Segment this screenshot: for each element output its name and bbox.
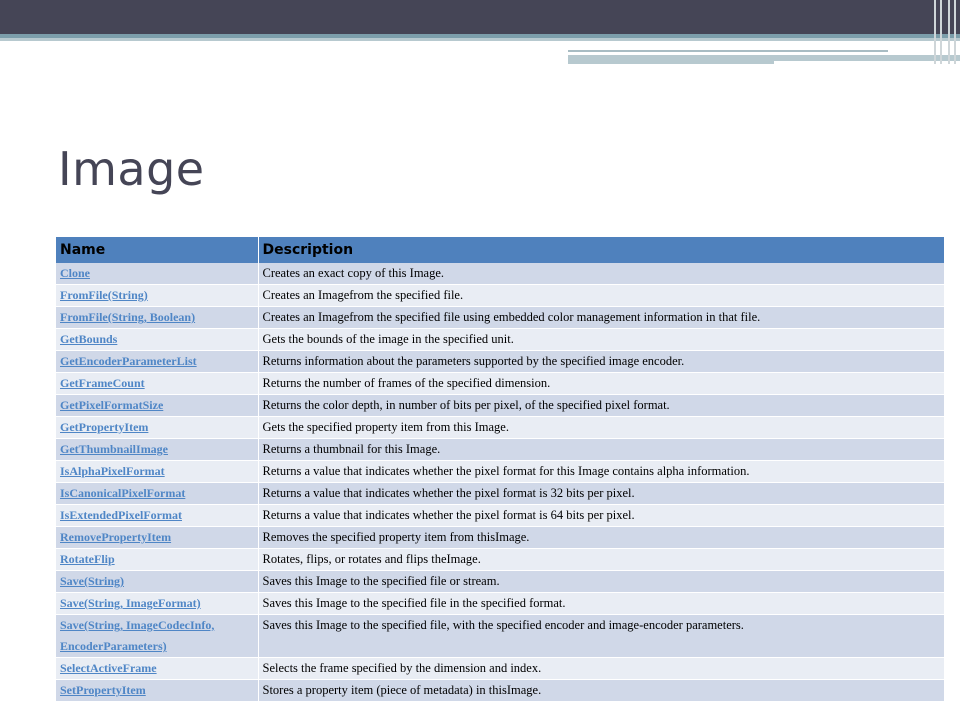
method-link[interactable]: GetFrameCount xyxy=(60,376,145,390)
method-description: Returns a value that indicates whether the pixel format for this Image contains alpha information. xyxy=(258,461,944,483)
accent-stripe-light xyxy=(0,38,960,41)
method-name-cell xyxy=(56,461,258,483)
method-link[interactable]: GetPixelFormatSize xyxy=(60,398,164,412)
method-name-cell xyxy=(56,285,258,307)
table-row xyxy=(56,285,944,307)
table-row xyxy=(56,307,944,329)
method-description: Rotates, flips, or rotates and flips theImage. xyxy=(258,549,944,571)
table-row xyxy=(56,329,944,351)
table-row xyxy=(56,680,944,702)
method-name-cell xyxy=(56,439,258,461)
name-column-header: Name xyxy=(56,237,258,263)
method-description: Creates an exact copy of this Image. xyxy=(258,263,944,285)
method-name-cell xyxy=(56,527,258,549)
method-link[interactable]: Save(String, ImageCodecInfo, EncoderParameters) xyxy=(60,618,215,653)
table-row xyxy=(56,571,944,593)
table-row xyxy=(56,263,944,285)
method-name-cell xyxy=(56,329,258,351)
method-name-cell xyxy=(56,571,258,593)
method-description: Removes the specified property item from thisImage. xyxy=(258,527,944,549)
table-row xyxy=(56,658,944,680)
method-description: Creates an Imagefrom the specified file. xyxy=(258,285,944,307)
method-description: Gets the specified property item from this Image. xyxy=(258,417,944,439)
method-link[interactable]: FromFile(String) xyxy=(60,288,148,302)
method-description: Saves this Image to the specified file or stream. xyxy=(258,571,944,593)
method-name-cell xyxy=(56,615,258,658)
method-name-cell xyxy=(56,549,258,571)
method-link[interactable]: Save(String, ImageFormat) xyxy=(60,596,201,610)
method-name-cell xyxy=(56,680,258,702)
table-header-row xyxy=(56,237,944,263)
method-link[interactable]: SetPropertyItem xyxy=(60,683,146,697)
method-name-cell xyxy=(56,373,258,395)
table-row xyxy=(56,483,944,505)
method-description: Returns the color depth, in number of bits per pixel, of the specified pixel format. xyxy=(258,395,944,417)
method-link[interactable]: IsAlphaPixelFormat xyxy=(60,464,165,478)
table-row xyxy=(56,417,944,439)
method-link[interactable]: RotateFlip xyxy=(60,552,115,566)
method-link[interactable]: IsExtendedPixelFormat xyxy=(60,508,182,522)
method-link[interactable]: RemovePropertyItem xyxy=(60,530,172,544)
table-row xyxy=(56,505,944,527)
method-description: Returns a value that indicates whether the pixel format is 32 bits per pixel. xyxy=(258,483,944,505)
method-name-cell xyxy=(56,263,258,285)
method-name-cell xyxy=(56,395,258,417)
method-link[interactable]: GetBounds xyxy=(60,332,118,346)
method-name-cell xyxy=(56,658,258,680)
method-name-cell xyxy=(56,593,258,615)
table-row xyxy=(56,461,944,483)
method-link[interactable]: Save(String) xyxy=(60,574,124,588)
method-link[interactable]: GetPropertyItem xyxy=(60,420,149,434)
methods-table xyxy=(56,237,945,702)
table-row xyxy=(56,527,944,549)
method-name-cell xyxy=(56,417,258,439)
method-name-cell xyxy=(56,351,258,373)
slide-title: Image xyxy=(58,142,205,196)
description-column-header: Description xyxy=(258,237,944,263)
method-description: Saves this Image to the specified file, with the specified encoder and image-encoder parameters. xyxy=(258,615,944,658)
method-name-cell xyxy=(56,505,258,527)
method-link[interactable]: Clone xyxy=(60,266,90,280)
method-link[interactable]: SelectActiveFrame xyxy=(60,661,157,675)
method-description: Returns a value that indicates whether the pixel format is 64 bits per pixel. xyxy=(258,505,944,527)
method-description: Creates an Imagefrom the specified file using embedded color management information in that file. xyxy=(258,307,944,329)
decorative-lines xyxy=(928,0,960,64)
method-description: Stores a property item (piece of metadata) in thisImage. xyxy=(258,680,944,702)
table-row xyxy=(56,395,944,417)
table-row xyxy=(56,439,944,461)
accent-line xyxy=(568,50,888,52)
method-link[interactable]: GetThumbnailImage xyxy=(60,442,169,456)
table-row xyxy=(56,615,944,658)
method-description: Returns the number of frames of the specified dimension. xyxy=(258,373,944,395)
table-row xyxy=(56,549,944,571)
method-link[interactable]: GetEncoderParameterList xyxy=(60,354,197,368)
method-description: Returns information about the parameters supported by the specified image encoder. xyxy=(258,351,944,373)
method-description: Gets the bounds of the image in the specified unit. xyxy=(258,329,944,351)
table-row xyxy=(56,351,944,373)
method-description: Saves this Image to the specified file in the specified format. xyxy=(258,593,944,615)
method-link[interactable]: IsCanonicalPixelFormat xyxy=(60,486,186,500)
method-link[interactable]: FromFile(String, Boolean) xyxy=(60,310,196,324)
method-name-cell xyxy=(56,307,258,329)
method-name-cell xyxy=(56,483,258,505)
header-band xyxy=(0,0,960,34)
method-description: Selects the frame specified by the dimension and index. xyxy=(258,658,944,680)
table-row xyxy=(56,373,944,395)
table-row xyxy=(56,593,944,615)
method-description: Returns a thumbnail for this Image. xyxy=(258,439,944,461)
